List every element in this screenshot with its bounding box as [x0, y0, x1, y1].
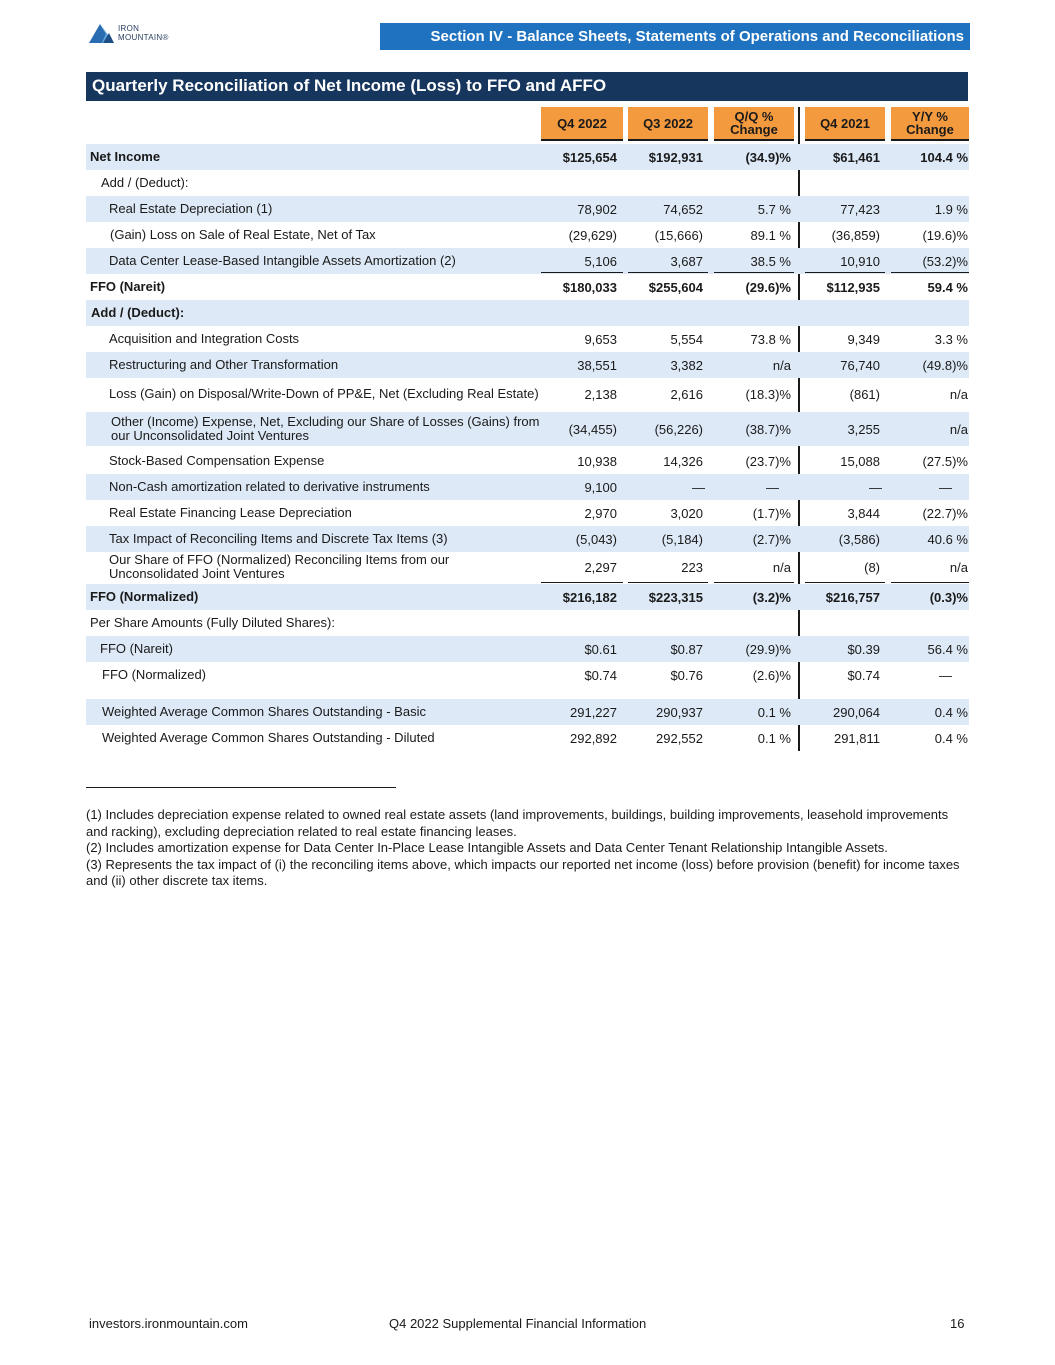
subtotal-underline [714, 272, 794, 273]
table-row [86, 300, 969, 326]
cell: 5,106 [584, 253, 617, 269]
cell: (18.3)% [745, 386, 791, 402]
subtotal-underline [541, 272, 623, 273]
cell: 5.7 % [757, 201, 791, 217]
cell: n/a [949, 386, 968, 402]
subtotal-underline [805, 582, 885, 583]
section-title-bar [380, 23, 970, 50]
row-label: Real Estate Depreciation (1) [109, 201, 273, 216]
footnotes [86, 807, 966, 890]
header-underline [891, 139, 969, 141]
col-header-q4-2021: Q4 2021 [805, 107, 885, 139]
table-row [86, 526, 969, 552]
row-label: Stock-Based Compensation Expense [109, 453, 325, 468]
table-title-bar [86, 72, 968, 99]
table-row [86, 610, 969, 636]
cell: 3.3 % [934, 331, 968, 347]
logo-wordmark: IRON MOUNTAIN® [118, 24, 169, 42]
cell: (53.2)% [922, 253, 968, 269]
footnote-3: (3) Represents the tax impact of (i) the reconciling items above, which impacts our reported net income (loss) before provision (benefit) for income taxes and (ii) other discrete tax items. [86, 856, 960, 888]
table-row [86, 725, 969, 751]
row-label: Our Share of FFO (Normalized) Reconciling Items from our Unconsolidated Joint Ventures [109, 552, 450, 581]
cell: — [766, 479, 779, 495]
cell: $0.74 [584, 667, 617, 683]
subtotal-underline [541, 582, 623, 583]
cell: (1.7)% [752, 505, 791, 521]
row-label: Loss (Gain) on Disposal/Write-Down of PP&E, Net (Excluding Real Estate) [109, 386, 539, 401]
row-label: Tax Impact of Reconciling Items and Discrete Tax Items (3) [109, 531, 448, 546]
cell: 2,616 [670, 386, 703, 402]
col-header-yy-change: Y/Y % Change [891, 107, 969, 139]
row-label: Non-Cash amortization related to derivative instruments [109, 479, 430, 494]
cell: 73.8 % [750, 331, 791, 347]
cell: 223 [681, 559, 703, 575]
cell: (34,455) [568, 421, 617, 437]
cell: $0.74 [847, 667, 880, 683]
cell: 1.9 % [934, 201, 968, 217]
cell: 10,910 [840, 253, 880, 269]
cell: — [869, 479, 882, 495]
row-label: Net Income [90, 149, 161, 164]
row-label: FFO (Normalized) [90, 589, 199, 604]
table-row [86, 378, 969, 410]
cell: 0.1 % [757, 730, 791, 746]
cell: (23.7)% [745, 453, 791, 469]
cell: 5,554 [670, 331, 703, 347]
header-underline [541, 139, 623, 141]
cell: 76,740 [840, 357, 880, 373]
cell: 292,892 [570, 730, 617, 746]
cell: 56.4 % [927, 641, 968, 657]
cell: $0.87 [670, 641, 703, 657]
cell: (27.5)% [922, 453, 968, 469]
section-title: Section IV - Balance Sheets, Statements of Operations and Reconciliations [430, 28, 964, 45]
footnote-separator [86, 787, 396, 788]
cell: $216,182 [562, 589, 617, 605]
cell: 38,551 [577, 357, 617, 373]
table-row [86, 412, 969, 446]
table-row [86, 274, 969, 300]
cell: $180,033 [562, 279, 617, 295]
title-rule [86, 99, 968, 101]
cell: (5,184) [661, 531, 703, 547]
subtotal-underline [805, 272, 885, 273]
row-label: FFO (Normalized) [102, 667, 207, 682]
cell: $192,931 [648, 149, 703, 165]
cell: 89.1 % [750, 227, 791, 243]
table-row [86, 248, 969, 274]
table-row [86, 352, 969, 378]
cell: 78,902 [577, 201, 617, 217]
row-label: Weighted Average Common Shares Outstanding - Basic [102, 704, 426, 719]
cell: (0.3)% [929, 589, 968, 605]
subtotal-underline [628, 582, 708, 583]
cell: — [939, 667, 952, 683]
cell: n/a [949, 559, 968, 575]
cell: 3,020 [670, 505, 703, 521]
cell: (861) [849, 386, 880, 402]
subtotal-underline [714, 582, 794, 583]
cell: 2,297 [584, 559, 617, 575]
cell: $0.61 [584, 641, 617, 657]
cell: (34.9)% [745, 149, 791, 165]
cell: (3,586) [838, 531, 880, 547]
row-label: (Gain) Loss on Sale of Real Estate, Net of Tax [110, 227, 376, 242]
cell: (29.6)% [745, 279, 791, 295]
row-label: Data Center Lease-Based Intangible Assets Amortization (2) [109, 253, 456, 268]
subtotal-underline [891, 272, 969, 273]
cell: 2,138 [584, 386, 617, 402]
cell: 40.6 % [927, 531, 968, 547]
row-label: Weighted Average Common Shares Outstanding - Diluted [102, 730, 435, 745]
cell: 2,970 [584, 505, 617, 521]
row-label: Add / (Deduct): [101, 175, 189, 190]
table-row [86, 222, 969, 248]
table-row [86, 636, 969, 662]
table-row [86, 196, 969, 222]
table-title: Quarterly Reconciliation of Net Income (Loss) to FFO and AFFO [92, 76, 607, 95]
cell: 290,937 [656, 704, 703, 720]
table-row [86, 326, 969, 352]
cell: (38.7)% [745, 421, 791, 437]
cell: $216,757 [825, 589, 880, 605]
cell: 290,064 [833, 704, 880, 720]
cell: (19.6)% [922, 227, 968, 243]
footnote-1: (1) Includes depreciation expense related to owned real estate assets (land improvements, buildings, building improvements, leasehold improvements and racking), excluding depreciation related to real estate financing leases. [86, 807, 949, 839]
table-row [86, 500, 969, 526]
row-label: FFO (Nareit) [90, 279, 166, 294]
cell: (22.7)% [922, 505, 968, 521]
row-label: FFO (Nareit) [100, 641, 173, 656]
cell: 104.4 % [920, 149, 968, 165]
cell: 3,382 [670, 357, 703, 373]
col-header-q4-2022: Q4 2022 [541, 107, 623, 139]
cell: (5,043) [575, 531, 617, 547]
header-underline [714, 139, 794, 141]
cell: n/a [949, 421, 968, 437]
cell: 14,326 [663, 453, 703, 469]
row-label: Per Share Amounts (Fully Diluted Shares): [90, 615, 335, 630]
footer-website: investors.ironmountain.com [89, 1316, 248, 1331]
footnote-2: (2) Includes amortization expense for Data Center In-Place Lease Intangible Assets and Data Center Tenant Relationship Intangible Assets. [86, 840, 888, 855]
cell: 3,255 [847, 421, 880, 437]
cell: 9,100 [584, 479, 617, 495]
table-row [86, 584, 969, 610]
cell: 3,844 [847, 505, 880, 521]
cell: $0.39 [847, 641, 880, 657]
cell: $255,604 [648, 279, 703, 295]
cell: 10,938 [577, 453, 617, 469]
cell: $0.76 [670, 667, 703, 683]
cell: n/a [772, 559, 791, 575]
row-label: Real Estate Financing Lease Depreciation [109, 505, 352, 520]
table-row [86, 448, 969, 474]
cell: 291,811 [833, 730, 880, 746]
row-label: Add / (Deduct): [91, 305, 185, 320]
cell: $112,935 [826, 279, 880, 295]
footer-doc-title: Q4 2022 Supplemental Financial Information [389, 1316, 647, 1331]
col-header-q3-2022: Q3 2022 [628, 107, 708, 139]
cell: 0.4 % [934, 704, 968, 720]
cell: 3,687 [670, 253, 703, 269]
table-row [86, 662, 969, 688]
cell: — [692, 479, 705, 495]
cell: 9,349 [847, 331, 880, 347]
header-underline [805, 139, 885, 141]
table-row [86, 552, 969, 582]
row-label: Restructuring and Other Transformation [109, 357, 339, 372]
cell: 77,423 [840, 201, 880, 217]
cell: 0.4 % [934, 730, 968, 746]
table-row [86, 474, 969, 500]
cell: 9,653 [584, 331, 617, 347]
cell: (3.2)% [752, 589, 791, 605]
cell: 0.1 % [757, 704, 791, 720]
cell: (29,629) [568, 227, 617, 243]
cell: 38.5 % [750, 253, 791, 269]
subtotal-underline [628, 272, 708, 273]
cell: 74,652 [663, 201, 703, 217]
subtotal-underline [891, 582, 969, 583]
cell: 292,552 [656, 730, 703, 746]
cell: (29.9)% [745, 641, 791, 657]
cell: $223,315 [648, 589, 703, 605]
table-row [86, 699, 969, 725]
header-underline [628, 139, 708, 141]
cell: 15,088 [840, 453, 880, 469]
cell: (2.6)% [752, 667, 791, 683]
row-label: Other (Income) Expense, Net, Excluding our Share of Losses (Gains) from our Unconsolidated Joint Ventures [111, 414, 540, 443]
cell: (15,666) [654, 227, 703, 243]
cell: n/a [772, 357, 791, 373]
cell: — [939, 479, 952, 495]
cell: (8) [864, 559, 880, 575]
cell: $61,461 [833, 149, 880, 165]
cell: (2.7)% [752, 531, 791, 547]
page-number: 16 [950, 1316, 965, 1331]
cell: (56,226) [654, 421, 703, 437]
cell: 291,227 [570, 704, 617, 720]
cell: (49.8)% [922, 357, 968, 373]
cell: $125,654 [562, 149, 617, 165]
cell: (36,859) [831, 227, 880, 243]
col-header-qq-change: Q/Q % Change [714, 107, 794, 139]
cell: 59.4 % [927, 279, 968, 295]
table-row [86, 170, 969, 196]
row-label: Acquisition and Integration Costs [109, 331, 300, 346]
table-row [86, 144, 969, 170]
